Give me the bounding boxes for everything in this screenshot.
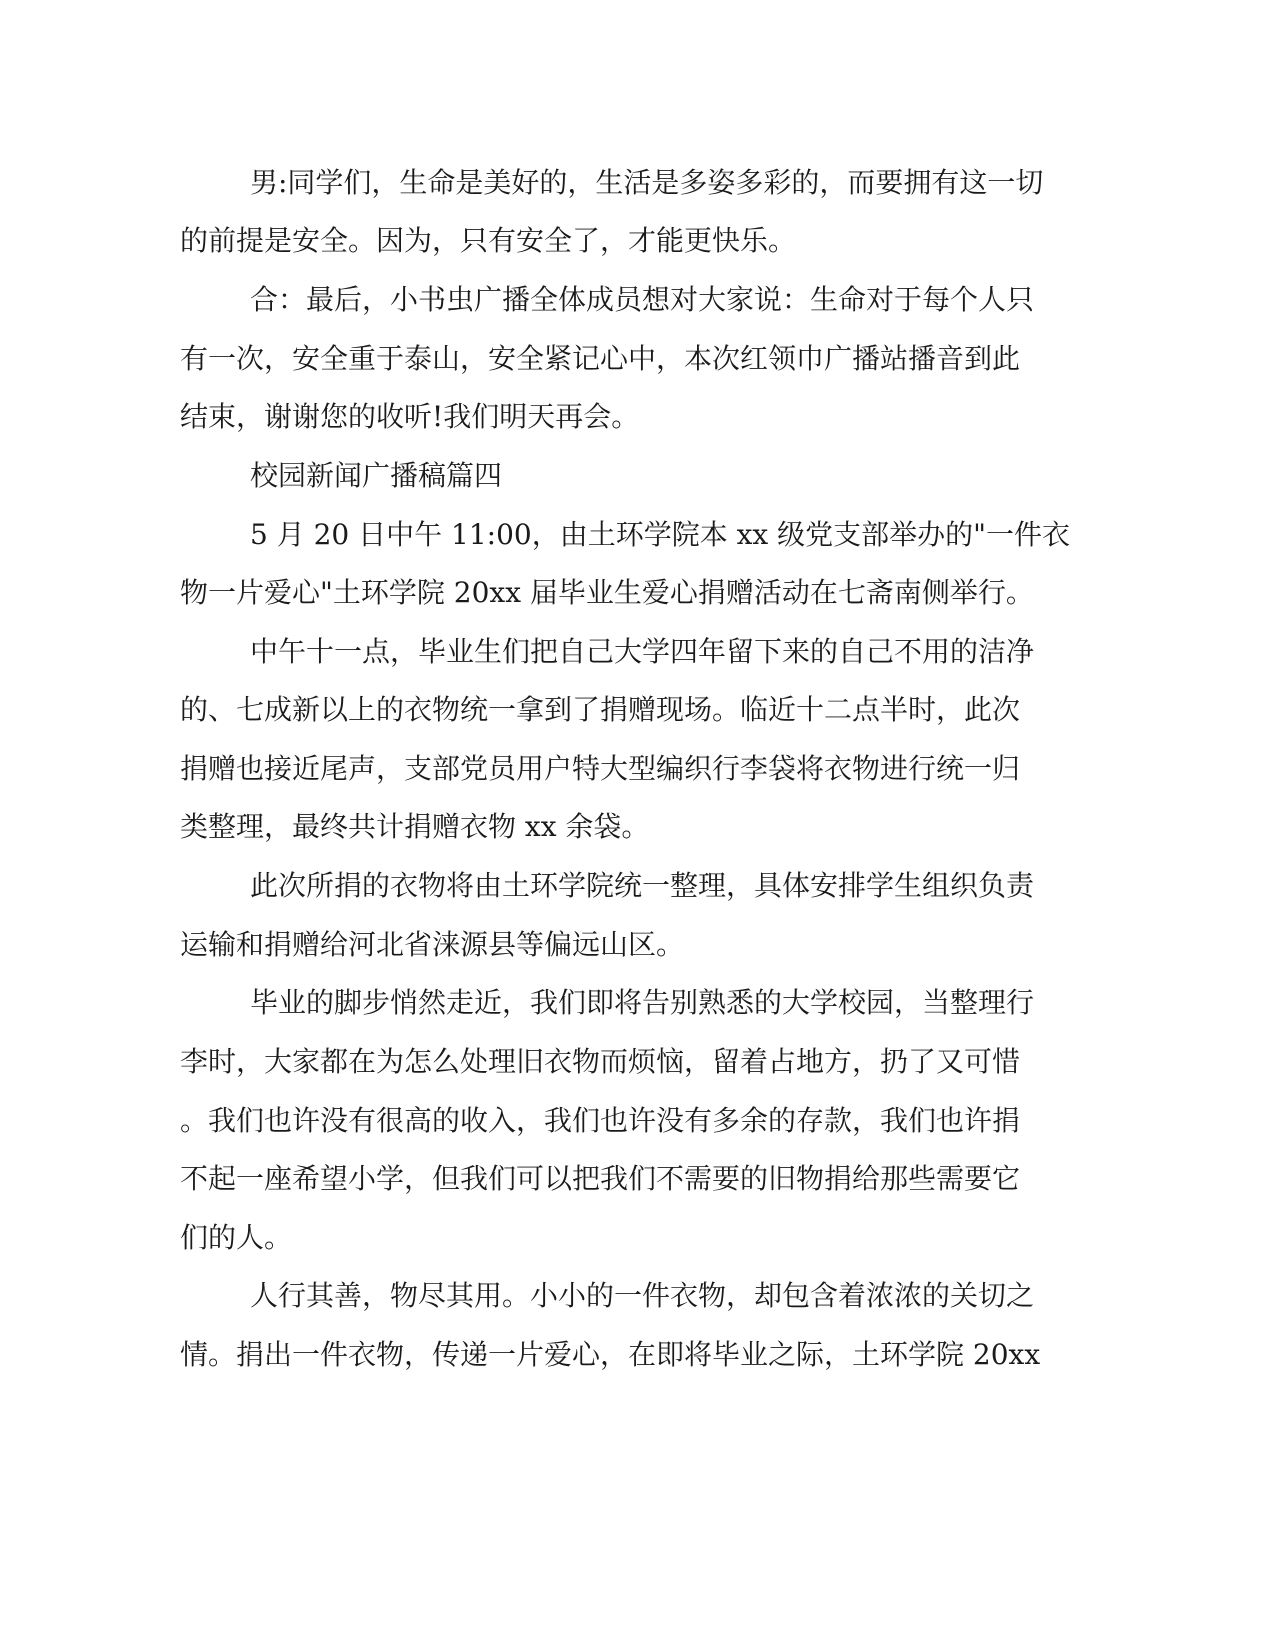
paragraph-line: 的、七成新以上的衣物统一拿到了捐赠现场。临近十二点半时，此次: [180, 693, 1021, 726]
paragraph-line: 不起一座希望小学，但我们可以把我们不需要的旧物捐给那些需要它: [180, 1162, 1021, 1195]
paragraph-line: 5 月 20 日中午 11:00，由土环学院本 xx 级党支部举办的"一件衣: [250, 518, 1071, 551]
paragraph-line: 类整理，最终共计捐赠衣物 xx 余袋。: [180, 810, 650, 843]
paragraph-line: 捐赠也接近尾声，支部党员用户特大型编织行李袋将衣物进行统一归: [180, 752, 1021, 785]
paragraph-line: 男:同学们，生命是美好的，生活是多姿多彩的，而要拥有这一切: [250, 166, 1044, 199]
paragraph-line: 的前提是安全。因为，只有安全了，才能更快乐。: [180, 224, 797, 257]
paragraph-line: 此次所捐的衣物将由土环学院统一整理，具体安排学生组织负责: [250, 869, 1035, 902]
paragraph-line: 中午十一点，毕业生们把自己大学四年留下来的自己不用的洁净: [250, 635, 1035, 668]
paragraph-line: 结束，谢谢您的收听!我们明天再会。: [180, 400, 640, 433]
paragraph-line: 。我们也许没有很高的收入，我们也许没有多余的存款，我们也许捐: [180, 1104, 1021, 1137]
paragraph-line: 们的人。: [180, 1221, 293, 1254]
paragraph-line: 物一片爱心"土环学院 20xx 届毕业生爱心捐赠活动在七斋南侧举行。: [180, 576, 1034, 609]
paragraph-line: 李时，大家都在为怎么处理旧衣物而烦恼，留着占地方，扔了又可惜: [180, 1045, 1021, 1078]
section-heading: 校园新闻广播稿篇四: [250, 459, 503, 492]
paragraph-line: 毕业的脚步悄然走近，我们即将告别熟悉的大学校园，当整理行: [250, 986, 1035, 1019]
paragraph-line: 人行其善，物尽其用。小小的一件衣物，却包含着浓浓的关切之: [250, 1279, 1035, 1312]
paragraph-line: 有一次，安全重于泰山，安全紧记心中，本次红领巾广播站播音到此: [180, 342, 1021, 375]
paragraph-line: 运输和捐赠给河北省涞源县等偏远山区。: [180, 928, 685, 961]
paragraph-line: 合：最后，小书虫广播全体成员想对大家说：生命对于每个人只: [250, 283, 1035, 316]
paragraph-line: 情。捐出一件衣物，传递一片爱心，在即将毕业之际，土环学院 20xx: [180, 1338, 1041, 1371]
